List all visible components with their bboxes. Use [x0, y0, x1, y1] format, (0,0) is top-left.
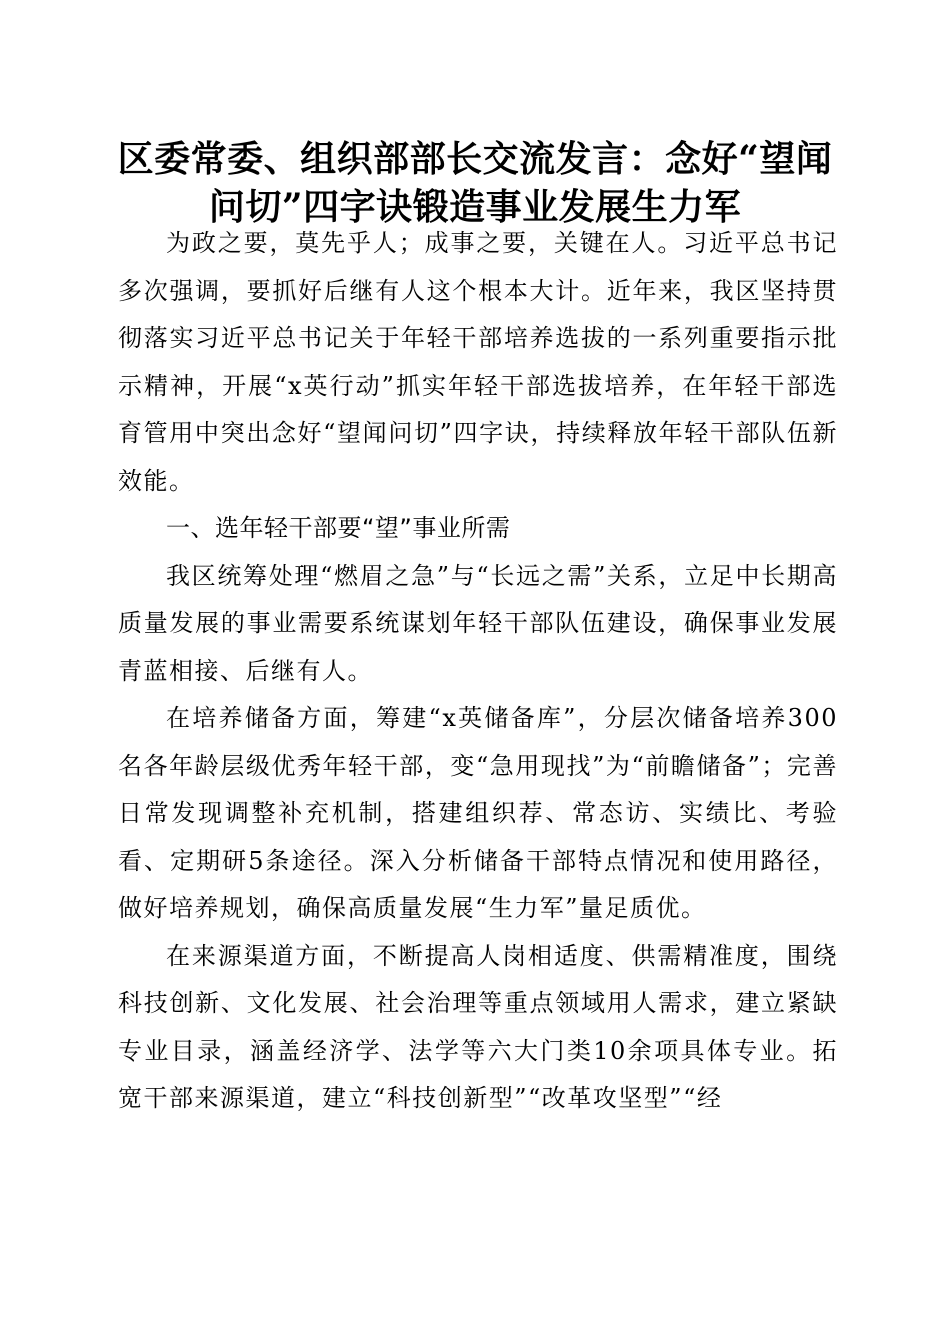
- section-heading: 一、选年轻干部要“望”事业所需: [166, 514, 511, 542]
- body-paragraph: 在来源渠道方面，不断提高人岗相适度、供需精准度，围绕科技创新、文化发展、社会治理等重点领域用人需求，建立紧缺专业目录，涵盖经济学、法学等六大门类10余项具体专业。拓宽干部来源渠道，建立“科技创新型”“改革攻坚型”“经: [118, 941, 838, 1112]
- body-paragraph: 在培养储备方面，筹建“x英储备库”，分层次储备培养300名各年龄层级优秀年轻干部，变“急用现找”为“前瞻储备”；完善日常发现调整补充机制，搭建组织荐、常态访、实绩比、考验看、定期研5条途径。深入分析储备干部特点情况和使用路径，做好培养规划，确保高质量发展“生力军”量足质优。: [118, 704, 838, 922]
- intro-paragraph: 为政之要，莫先乎人；成事之要，关键在人。习近平总书记多次强调，要抓好后继有人这个根本大计。近年来，我区坚持贯彻落实习近平总书记关于年轻干部培养选拔的一系列重要指示批示精神，开展“x英行动”抓实年轻干部选拔培养，在年轻干部选育管用中突出念好“望闻问切”四字诀，持续释放年轻干部队伍新效能。: [118, 229, 838, 495]
- body-paragraph: 我区统筹处理“燃眉之急”与“长远之需”关系，立足中长期高质量发展的事业需要系统谋划年轻干部队伍建设，确保事业发展青蓝相接、后继有人。: [118, 561, 838, 685]
- document-body: [118, 220, 838, 1123]
- document-title: 区委常委、组织部部长交流发言：念好“望闻问切”四字诀锻造事业发展生力军: [117, 138, 833, 228]
